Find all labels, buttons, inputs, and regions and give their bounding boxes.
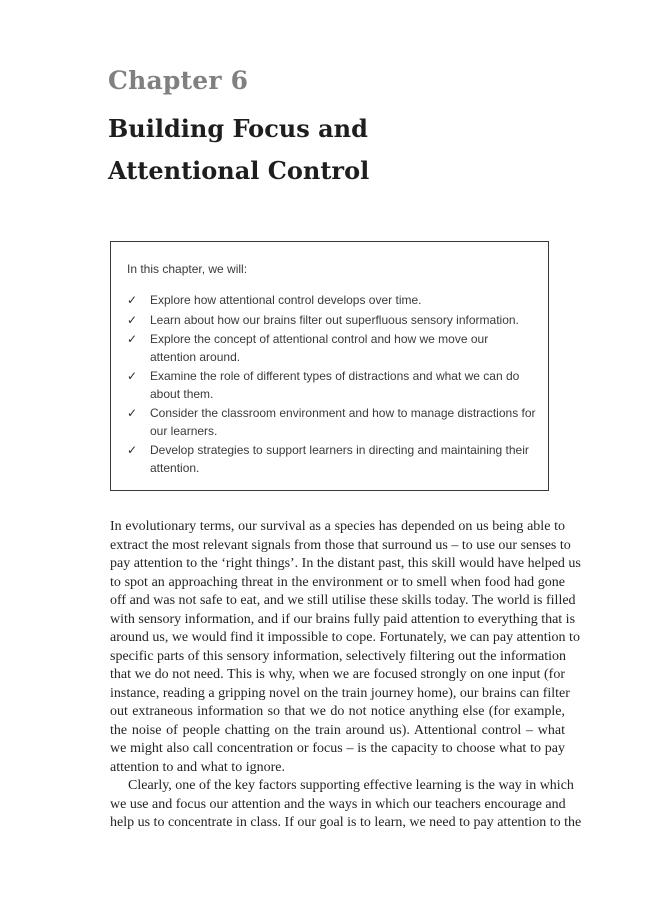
chapter-title <box>108 108 588 192</box>
paragraph-line: specific parts of this sensory information, selectively filtering out the information <box>110 648 567 664</box>
checkmark-icon: ✓ <box>127 312 138 327</box>
chapter-objectives-box <box>110 241 549 491</box>
objective-item <box>127 368 537 403</box>
checkmark-icon: ✓ <box>127 443 138 457</box>
chapter-label: Chapter 6 <box>108 66 249 95</box>
paragraph-line: help us to concentrate in class. If our goal is to learn, we need to pay attention to the <box>110 815 582 830</box>
objective-item <box>127 312 537 330</box>
body-paragraph-2 <box>110 777 582 833</box>
paragraph-line: Clearly, one of the key factors supporting effective learning is the way in which <box>128 778 574 793</box>
objective-text: Explore the concept of attentional control and how we move our attention around. <box>150 332 489 364</box>
body-text <box>110 518 582 833</box>
paragraph-line: around us, we would find it impossible to cope. Fortunately, we can pay attention to <box>110 630 580 645</box>
paragraph-line: off and was not safe to eat, and we still utilise these skills today. The world is filled <box>110 593 576 608</box>
paragraph-line: pay attention to the ‘right things’. In the distant past, this skill would have helped us <box>110 556 581 571</box>
objective-item <box>127 405 537 440</box>
paragraph-line: instance, reading a gripping novel on the train journey home), our brains can filter <box>110 685 570 701</box>
objective-text: Consider the classroom environment and how to manage distractions for our learners. <box>150 406 536 438</box>
chapter-title-line: Building Focus and <box>108 114 368 143</box>
objective-item <box>127 331 537 366</box>
paragraph-line: with sensory information, and if our brains fully paid attention to everything that is <box>110 611 576 627</box>
paragraph-line: attention to and what to ignore. <box>110 759 285 775</box>
paragraph-line: to spot an approaching threat in the environment or to smell when food had gone <box>110 574 565 590</box>
body-paragraph-1 <box>110 518 581 777</box>
objectives-intro: In this chapter, we will: <box>127 262 248 276</box>
objective-text: Explore how attentional control develops over time. <box>150 293 422 307</box>
objective-text: Learn about how our brains filter out superfluous sensory information. <box>150 312 519 327</box>
checkmark-icon: ✓ <box>127 332 138 346</box>
paragraph-line: the noise of people chatting on the train around us). Attentional control – what <box>110 722 565 738</box>
paragraph-line: we might also call concentration or focus – is the capacity to choose what to pay <box>110 741 565 756</box>
objectives-list <box>127 292 537 479</box>
objective-text: Examine the role of different types of distractions and what we can do about them. <box>150 369 520 401</box>
checkmark-icon: ✓ <box>127 369 138 383</box>
objective-text: Develop strategies to support learners in directing and maintaining their attention. <box>150 443 529 475</box>
objective-item <box>127 442 537 477</box>
chapter-title-line: Attentional Control <box>108 156 370 185</box>
checkmark-icon: ✓ <box>127 293 138 307</box>
paragraph-line: extract the most relevant signals from those that surround us – to use our senses to <box>110 537 571 553</box>
paragraph-line: In evolutionary terms, our survival as a species has depended on us being able to <box>110 519 565 534</box>
paragraph-line: we use and focus our attention and the ways in which our teachers encourage and <box>110 796 566 812</box>
paragraph-line: out extraneous information so that we do not notice anything else (for example, <box>110 704 565 719</box>
checkmark-icon: ✓ <box>127 406 138 420</box>
paragraph-line: that we do not need. This is why, when we are focused strongly on one input (for <box>110 667 565 682</box>
objective-item <box>127 292 537 310</box>
